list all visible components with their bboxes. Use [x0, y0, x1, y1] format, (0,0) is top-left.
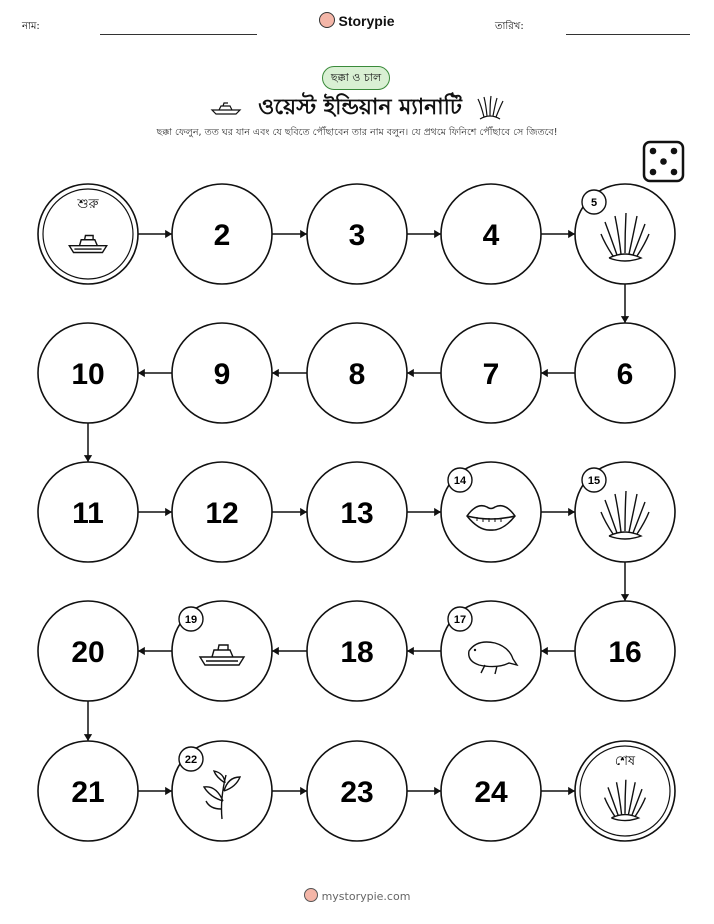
path-arrow: [272, 508, 307, 516]
path-arrow: [138, 647, 172, 655]
cell-number: 23: [340, 776, 374, 809]
path-arrow: [84, 701, 92, 741]
board-cell-21[interactable]: [38, 741, 138, 841]
board-cell-16[interactable]: [575, 601, 675, 701]
footer: [0, 888, 714, 903]
path-arrow: [407, 508, 441, 516]
cell-number-badge: 5: [590, 197, 598, 209]
path-arrow: [138, 230, 172, 238]
board-cell-6[interactable]: [575, 323, 675, 423]
brand-name: Storypie: [338, 13, 395, 29]
board-cell-20[interactable]: [38, 601, 138, 701]
cell-number: 2: [213, 219, 231, 252]
start-label: শুরু: [77, 197, 99, 212]
game-type-badge: ছক্কা ও চাল: [322, 66, 390, 90]
cell-number: 10: [71, 358, 105, 391]
board-cell-8[interactable]: [307, 323, 407, 423]
path-arrow: [541, 787, 575, 795]
board-cell-3[interactable]: [307, 184, 407, 284]
cell-number: 16: [608, 636, 642, 669]
start-cell[interactable]: [38, 184, 138, 284]
path-arrow: [621, 562, 629, 601]
cell-number-badge: 19: [184, 614, 198, 626]
path-arrow: [272, 230, 307, 238]
footer-url[interactable]: mystorypie.com: [321, 890, 411, 903]
board-cell-18[interactable]: [307, 601, 407, 701]
finish-cell[interactable]: [575, 741, 675, 841]
board-cell-9[interactable]: [172, 323, 272, 423]
board-cell-11[interactable]: [38, 462, 138, 562]
path-arrow: [541, 508, 575, 516]
name-label: নাম:: [22, 21, 40, 32]
board-cell-10[interactable]: [38, 323, 138, 423]
dice-icon: [644, 142, 683, 181]
instructions-text: ছক্কা ফেলুন, তত ঘর যান এবং যে ছবিতে পৌঁছাবেন তার নাম বলুন। যে প্রথমে ফিনিশে পৌঁছাবে সে জিতবে!: [156, 127, 558, 138]
board-cell-19[interactable]: [172, 601, 272, 701]
cell-number: 8: [348, 358, 366, 391]
cell-number: 12: [205, 497, 239, 530]
board-cell-23[interactable]: [307, 741, 407, 841]
finish-label: শেষ: [614, 754, 636, 769]
board-cell-13[interactable]: [307, 462, 407, 562]
path-arrow: [407, 787, 441, 795]
cell-number: 24: [474, 776, 508, 809]
cell-number-badge: 22: [184, 754, 198, 766]
path-arrow: [541, 369, 575, 377]
path-arrow: [138, 787, 172, 795]
path-arrow: [541, 230, 575, 238]
path-arrow: [272, 369, 307, 377]
title-text: ওয়েস্ট ইন্ডিয়ান ম্যানাটি: [258, 95, 462, 120]
board-cell-2[interactable]: [172, 184, 272, 284]
cell-number: 20: [71, 636, 105, 669]
cell-number: 21: [71, 776, 105, 809]
path-arrow: [407, 647, 441, 655]
cell-number: 11: [72, 497, 104, 530]
board-cell-12[interactable]: [172, 462, 272, 562]
cell-number-badge: 14: [453, 475, 467, 487]
date-label: তারিখ:: [495, 21, 524, 32]
footer-logo-icon: [304, 888, 318, 902]
board-cell-24[interactable]: [441, 741, 541, 841]
path-arrow: [272, 647, 307, 655]
path-arrow: [541, 647, 575, 655]
board-cell-17[interactable]: [441, 601, 541, 701]
path-arrow: [407, 369, 441, 377]
cell-number-badge: 15: [587, 475, 601, 487]
path-arrow: [84, 423, 92, 462]
board-cell-22[interactable]: [172, 741, 272, 841]
board-cell-4[interactable]: [441, 184, 541, 284]
board-cell-14[interactable]: [441, 462, 541, 562]
board-cell-7[interactable]: [441, 323, 541, 423]
board-cell-15[interactable]: [575, 462, 675, 562]
path-arrow: [407, 230, 441, 238]
board-cell-5[interactable]: [575, 184, 675, 284]
cell-number: 4: [482, 219, 500, 252]
cell-number: 9: [213, 358, 231, 391]
cell-number: 13: [340, 497, 374, 530]
cell-number: 18: [340, 636, 374, 669]
path-arrow: [272, 787, 307, 795]
cell-number: 7: [482, 358, 500, 391]
cell-number-badge: 17: [453, 614, 467, 626]
path-arrow: [621, 284, 629, 323]
cell-number: 6: [616, 358, 634, 391]
path-arrow: [138, 369, 172, 377]
cell-number: 3: [348, 219, 366, 252]
path-arrow: [138, 508, 172, 516]
